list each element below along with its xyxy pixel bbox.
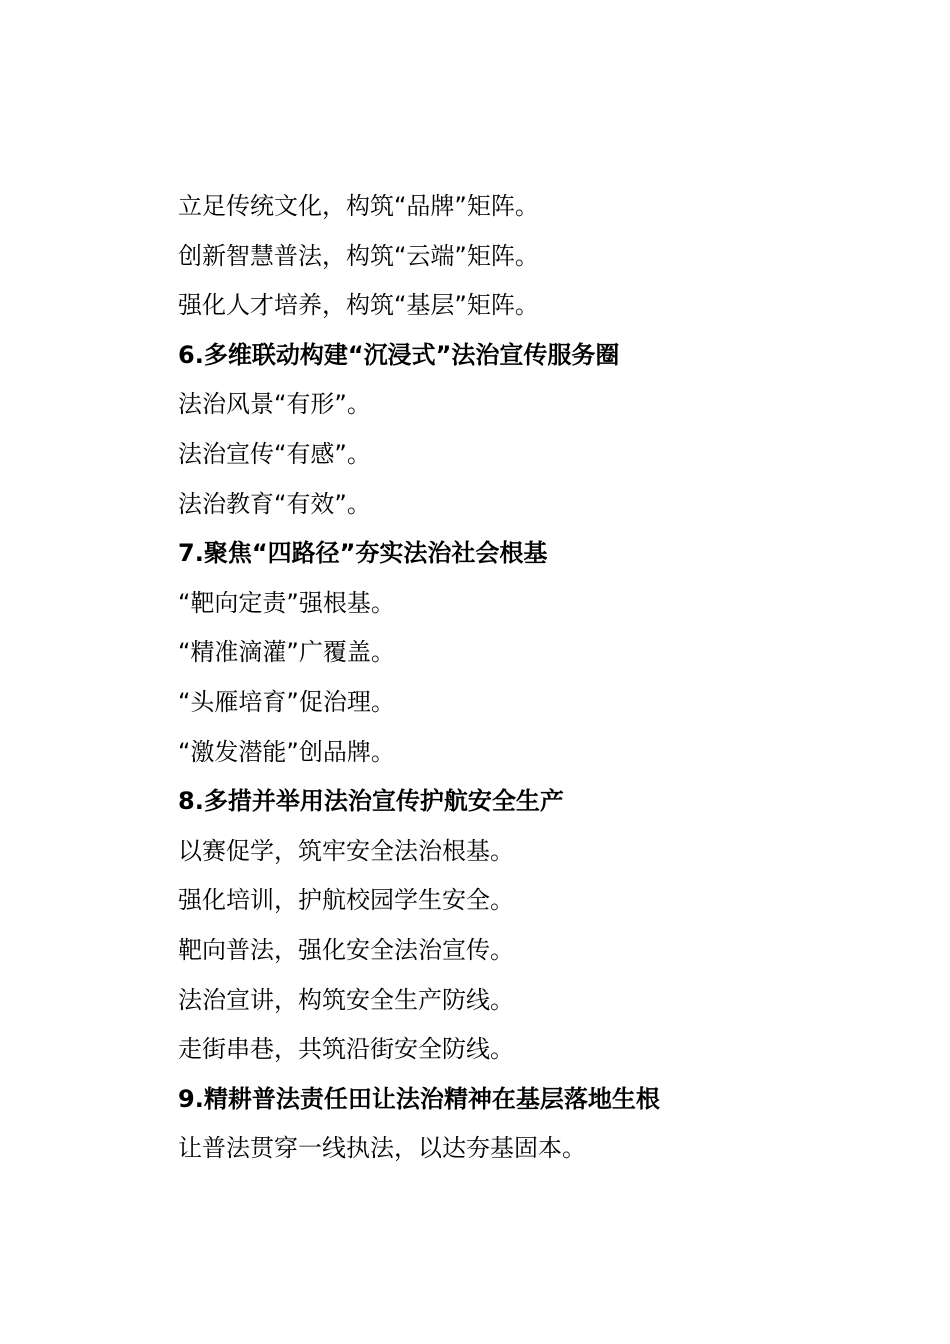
body-line: “靶向定责”强根基。 — [178, 588, 395, 617]
body-line: 立足传统文化，构筑“品牌”矩阵。 — [178, 192, 539, 220]
document-page — [178, 182, 878, 1174]
body-line: 法治宣讲，构筑安全生产防线。 — [178, 985, 514, 1014]
body-line: 以赛促学，筑牢安全法治根基。 — [178, 836, 514, 865]
body-line: 强化人才培养，构筑“基层”矩阵。 — [178, 291, 539, 320]
section-heading: 6.多维联动构建“沉浸式”法治宣传服务圈 — [178, 340, 620, 369]
section-heading: 8.多措并举用法治宣传护航安全生产 — [178, 787, 564, 816]
section-heading: 7.聚焦“四路径”夯实法治社会根基 — [178, 539, 548, 568]
body-line: 法治宣传“有感”。 — [178, 439, 371, 468]
body-line: 创新智慧普法，构筑“云端”矩阵。 — [178, 241, 539, 270]
body-line: 让普法贯穿一线执法，以达夯基固本。 — [178, 1134, 586, 1163]
section-heading: 9.精耕普法责任田让法治精神在基层落地生根 — [178, 1084, 660, 1113]
body-line: “精准滴灌”广覆盖。 — [178, 638, 395, 667]
body-line: “激发潜能”创品牌。 — [178, 737, 395, 766]
body-line: 靶向普法，强化安全法治宣传。 — [178, 935, 514, 964]
body-line: 法治风景“有形”。 — [178, 390, 371, 419]
body-line: “头雁培育”促治理。 — [178, 687, 395, 716]
body-line: 法治教育“有效”。 — [178, 489, 371, 518]
body-line: 走街串巷，共筑沿街安全防线。 — [178, 1035, 514, 1064]
body-line: 强化培训，护航校园学生安全。 — [178, 886, 514, 915]
